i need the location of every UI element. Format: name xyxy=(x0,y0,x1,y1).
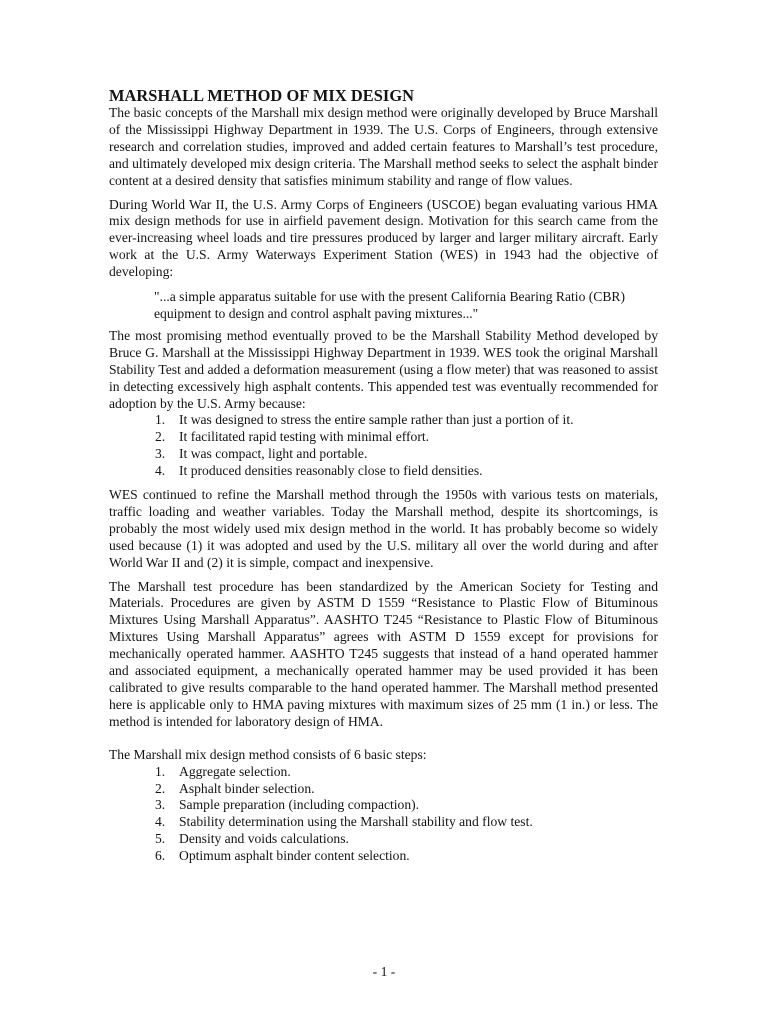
list-item xyxy=(109,797,658,814)
list-number: 2. xyxy=(155,429,166,445)
document-title: MARSHALL METHOD OF MIX DESIGN xyxy=(109,86,415,105)
list-item xyxy=(109,848,658,865)
list-item xyxy=(109,429,658,446)
paragraph-marshall-stability: The most promising method eventually proved to be the Marshall Stability Method developed by Bruce G. Marshall at the Mississippi Highway Department in 1939. WES took the original Marshall Stability Test and added a deformation measurement (using a flow meter) that was reasoned to assist in detecting excessively high asphalt contents. This appended test was eventually recommended for adoption by the U.S. Army because: xyxy=(109,327,658,411)
list-text: It facilitated rapid testing with minimal effort. xyxy=(179,429,430,445)
list-text: It was compact, light and portable. xyxy=(179,446,368,462)
paragraph-wes-refine: WES continued to refine the Marshall method through the 1950s with various tests on materials, traffic loading and weather variables. Today the Marshall method, despite its shortcomings, is probably the most widely used mix design method in the world. It has probably become so widely used because (1) it was adopted and used by the U.S. military all over the world during and after World War II and (2) it is simple, compact and inexpensive. xyxy=(109,487,658,570)
list-number: 3. xyxy=(155,446,166,462)
list-text: It was designed to stress the entire sample rather than just a portion of it. xyxy=(179,412,574,428)
paragraph-world-war-ii: During World War II, the U.S. Army Corps of Engineers (USCOE) began evaluating various HMA mix design methods for use in airfield pavement design. Motivation for this search came from the ever-increasing wheel loads and tire pressures produced by larger and larger military aircraft. Early work at the U.S. Army Waterways Experiment Station (WES) in 1943 had the objective of developing: xyxy=(109,196,658,280)
list-item xyxy=(109,814,658,831)
list-number: 1. xyxy=(155,763,166,779)
steps-list xyxy=(109,764,658,865)
list-item xyxy=(109,463,658,480)
list-item xyxy=(109,412,658,429)
page-number: - 1 - xyxy=(372,964,396,979)
list-text: Aggregate selection. xyxy=(179,763,291,779)
document-page xyxy=(109,86,658,865)
reasons-list xyxy=(109,412,658,480)
paragraph-basic-concepts: The basic concepts of the Marshall mix design method were originally developed by Bruce Marshall of the Mississippi Highway Department in 1939. The U.S. Corps of Engineers, through extensive research and correlation studies, improved and added certain features to Marshall’s test procedure, and ultimately developed mix design criteria. The Marshall method seeks to select the asphalt binder content at a desired density that satisfies minimum stability and range of flow values. xyxy=(109,105,658,188)
paragraph-steps-intro: The Marshall mix design method consists of 6 basic steps: xyxy=(109,746,427,762)
list-text: Asphalt binder selection. xyxy=(179,780,315,796)
list-text: Stability determination using the Marshall stability and flow test. xyxy=(179,814,533,830)
list-text: It produced densities reasonably close to field densities. xyxy=(179,463,483,479)
list-number: 6. xyxy=(155,848,166,864)
list-number: 3. xyxy=(155,797,166,813)
list-item xyxy=(109,781,658,798)
list-item xyxy=(109,831,658,848)
list-number: 4. xyxy=(155,814,166,830)
block-quote: "...a simple apparatus suitable for use with the present California Bearing Ratio (CBR) equipment to design and control asphalt paving mixtures..." xyxy=(154,289,626,321)
list-number: 5. xyxy=(155,831,166,847)
list-number: 4. xyxy=(155,463,166,479)
list-text: Sample preparation (including compaction). xyxy=(179,797,420,813)
paragraph-standardization: The Marshall test procedure has been standardized by the American Society for Testing and Materials. Procedures are given by ASTM D 1559 “Resistance to Plastic Flow of Bituminous Mixtures Using Marshall Apparatus”. AASHTO T245 “Resistance to Plastic Flow of Bituminous Mixtures Using Marshall Apparatus” agrees with ASTM D 1559 except for provisions for mechanically operated hammer. AASHTO T245 suggests that instead of a hand operated hammer and associated equipment, a mechanically operated hammer may be used provided it has been calibrated to give results comparable to the hand operated hammer. The Marshall method presented here is applicable only to HMA paving mixtures with maximum sizes of 25 mm (1 in.) or less. The method is intended for laboratory design of HMA. xyxy=(109,578,658,729)
list-item xyxy=(109,764,658,781)
list-number: 2. xyxy=(155,780,166,796)
list-item xyxy=(109,446,658,463)
list-text: Optimum asphalt binder content selection. xyxy=(179,848,410,864)
list-text: Density and voids calculations. xyxy=(179,831,349,847)
list-number: 1. xyxy=(155,412,166,428)
